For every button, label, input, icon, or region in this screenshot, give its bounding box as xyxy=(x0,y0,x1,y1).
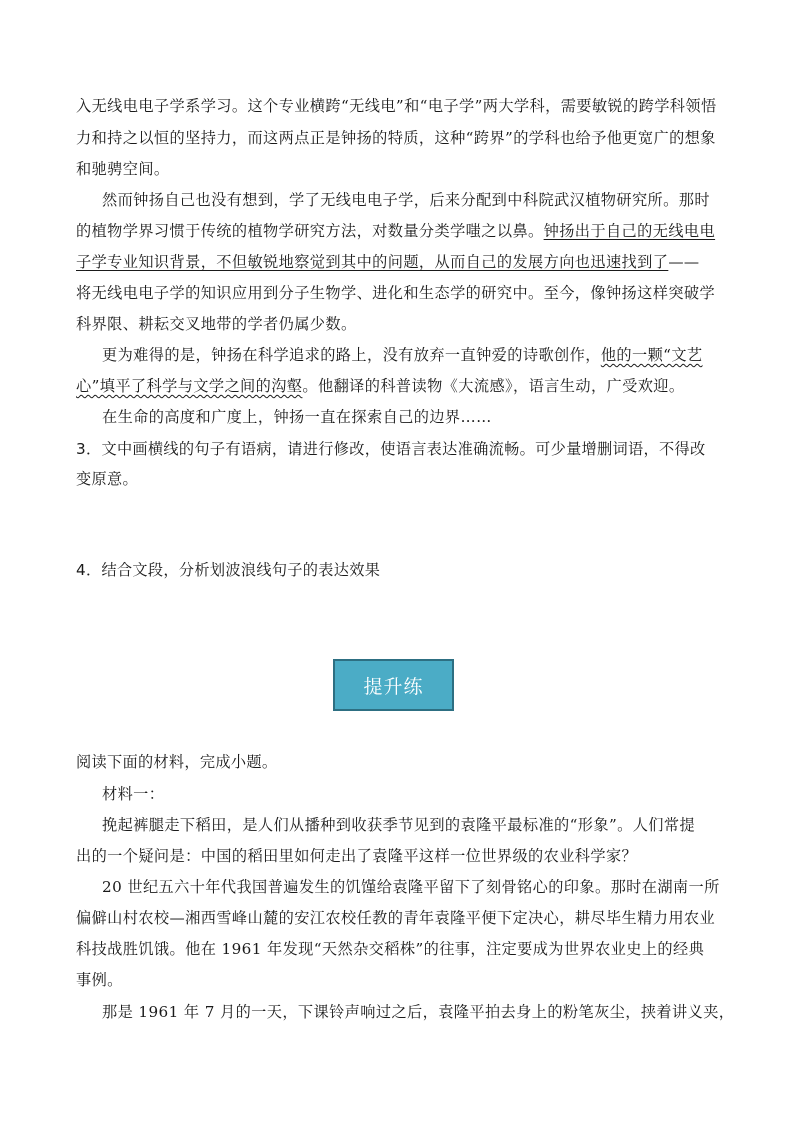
paragraph-line: 然而钟扬自己也没有想到，学了无线电电子学，后来分配到中科院武汉植物研究所。那时 xyxy=(102,191,710,209)
paragraph-line: 力和持之以恒的坚持力，而这两点正是钟扬的特质，这种“跨界”的学科也给予他更宽广的想象 xyxy=(76,129,716,147)
question-3: 3．文中画横线的句子有语病，请进行修改，使语言表达准确流畅。可少量增删词语，不得改 xyxy=(76,440,706,458)
material-label: 材料一： xyxy=(102,785,165,803)
paragraph-line: 出的一个疑问是：中国的稻田里如何走出了袁隆平这样一位世界级的农业科学家？ xyxy=(76,847,638,865)
paragraph-line xyxy=(76,221,726,241)
wavy-underlined-sentence: 心”填平了科学与文学之间的沟壑 xyxy=(76,377,303,395)
paragraph-line: 科技战胜饥饿。他在 1961 年发现“天然杂交稻株”的往事，注定要成为世界农业史上的经典 xyxy=(76,940,705,958)
plain-text: 更为难得的是，钟扬在科学追求的路上，没有放弃一直钟爱的诗歌创作， xyxy=(102,346,601,364)
paragraph-line: 20 世纪五六十年代我国普遍发生的饥馑给袁隆平留下了刻骨铭心的印象。那时在湖南一所 xyxy=(102,878,720,896)
reading-instruction: 阅读下面的材料，完成小题。 xyxy=(76,753,278,771)
paragraph-line xyxy=(76,376,726,396)
dash-text: —— xyxy=(668,253,700,271)
plain-text: 。他翻译的科普读物《大流感》，语言生动，广受欢迎。 xyxy=(302,377,685,395)
paragraph-line: 偏僻山村农校—湘西雪峰山麓的安江农校任教的青年袁隆平便下定决心，耕尽毕生精力用农业 xyxy=(76,909,716,927)
paragraph-line xyxy=(76,252,726,272)
paragraph-line: 事例。 xyxy=(76,971,123,989)
underlined-sentence: 钟扬出于自己的无线电电 xyxy=(543,222,716,240)
paragraph-line: 那是 1961 年 7 月的一天，下课铃声响过之后，袁隆平拍去身上的粉笔灰尘，挟着讲义夹， xyxy=(102,1003,735,1021)
paragraph-line: 和驰骋空间。 xyxy=(76,160,170,178)
paragraph-line xyxy=(102,345,726,365)
paragraph-line: 科界限、耕耘交叉地带的学者仍属少数。 xyxy=(76,315,357,333)
paragraph-line: 入无线电电子学系学习。这个专业横跨“无线电”和“电子学”两大学科，需要敏锐的跨学科领悟 xyxy=(76,97,717,115)
underlined-sentence: 子学专业知识背景，不但敏锐地察觉到其中的问题，从而自己的发展方向也迅速找到了 xyxy=(76,253,669,271)
paragraph-line: 在生命的高度和广度上，钟扬一直在探索自己的边界…… xyxy=(102,408,492,426)
banner-label: 提升练 xyxy=(363,675,424,698)
question-3-continued: 变原意。 xyxy=(76,470,138,488)
plain-text: 的植物学界习惯于传统的植物学研究方法，对数量分类学嗤之以鼻。 xyxy=(76,222,544,240)
question-4: 4．结合文段，分析划波浪线句子的表达效果 xyxy=(76,561,381,579)
section-banner xyxy=(333,659,454,711)
wavy-underlined-sentence: 他的一颗“文艺 xyxy=(600,346,703,364)
paragraph-line: 挽起裤腿走下稻田，是人们从播种到收获季节见到的袁隆平最标准的“形象”。人们常提 xyxy=(102,816,696,834)
paragraph-line: 将无线电电子学的知识应用到分子生物学、进化和生态学的研究中。至今，像钟扬这样突破学 xyxy=(76,284,716,302)
